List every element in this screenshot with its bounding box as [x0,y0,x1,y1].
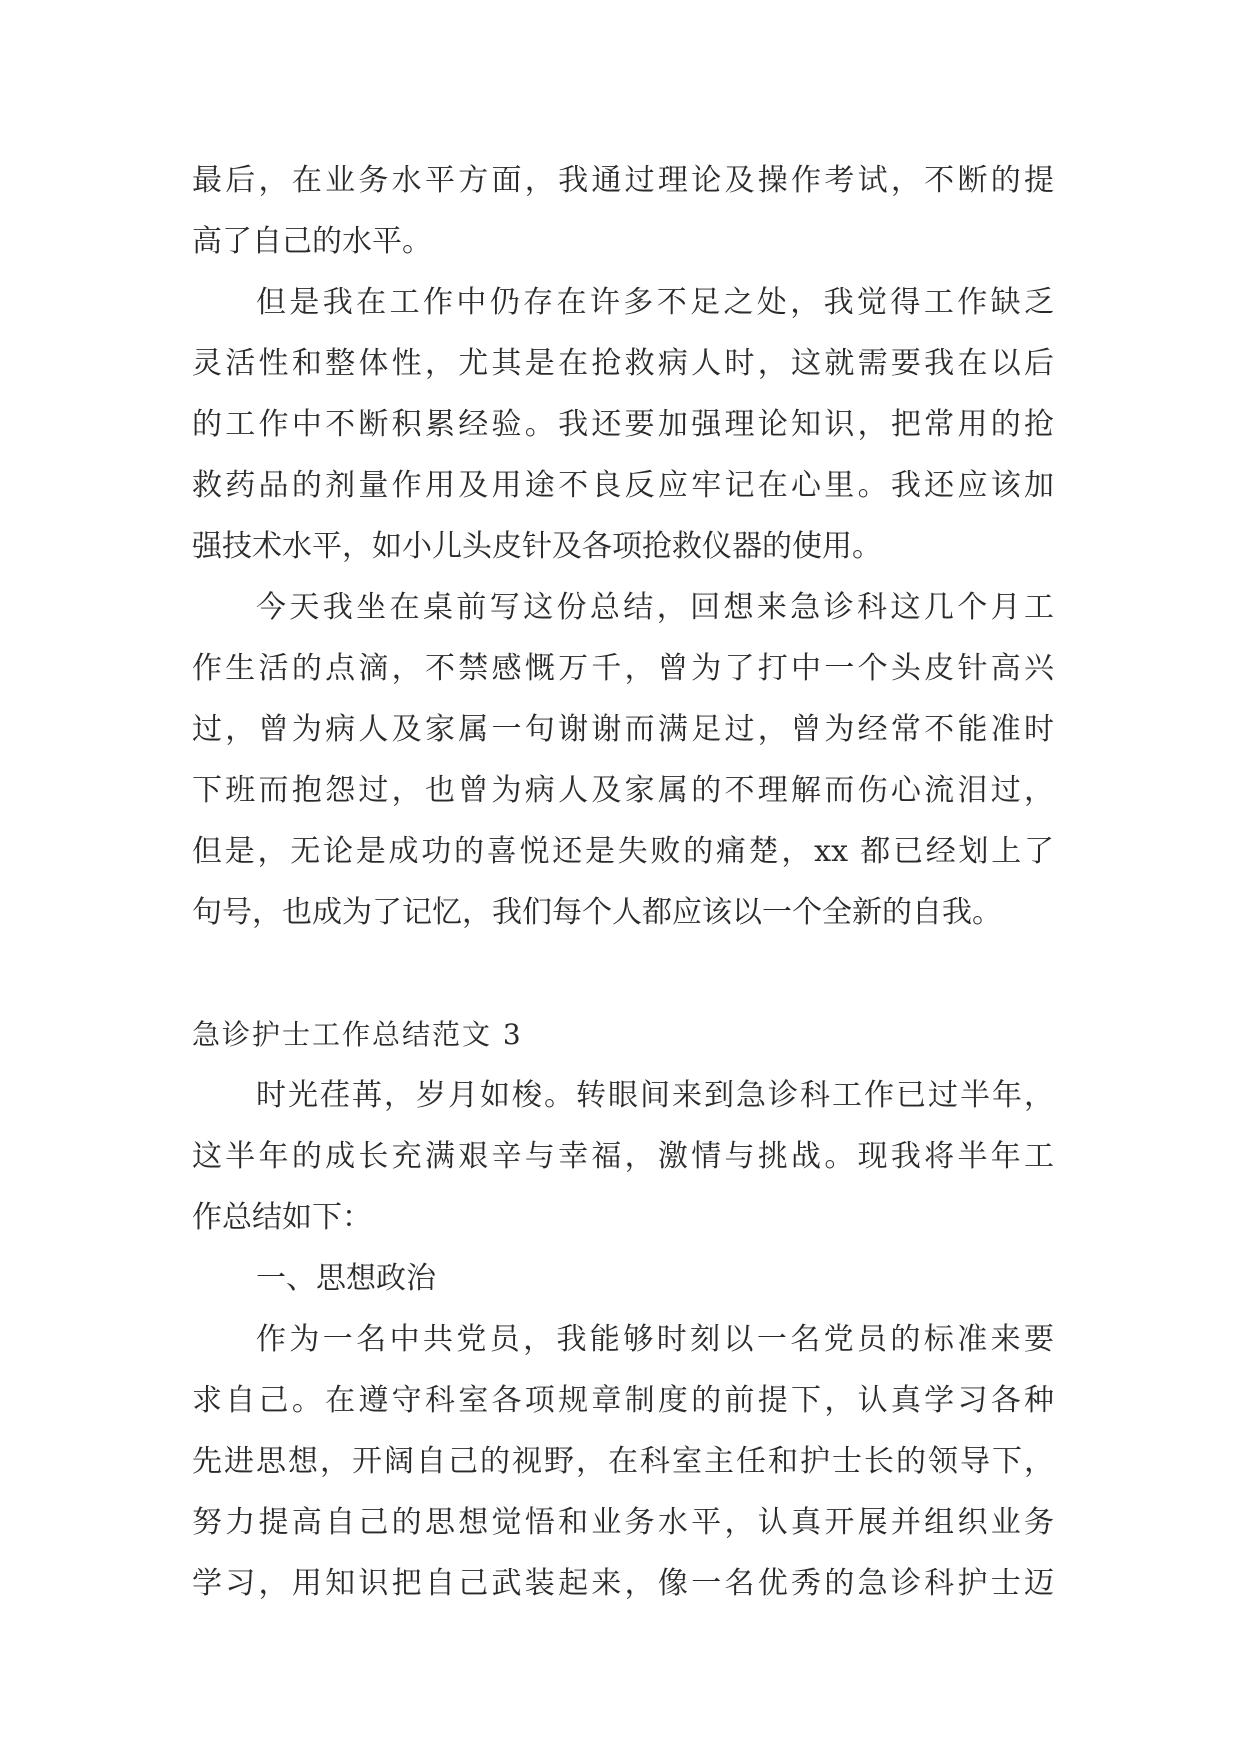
paragraph-line: 高了自己的水平。 [192,224,432,259]
paragraph-line: 的工作中不断积累经验。我还要加强理论知识，把常用的抢 [192,407,1054,442]
paragraph-line: 但是，无论是成功的喜悦还是失败的痛楚，xx 都已经划上了 [192,834,1054,869]
section-spacer [192,943,1054,1004]
paragraph-line: 救药品的剂量作用及用途不良反应牢记在心里。我还应该加 [192,468,1054,503]
section-heading: 急诊护士工作总结范文 3 [192,1018,523,1051]
document-page [192,150,1054,1614]
paragraph-line: 句号，也成为了记忆，我们每个人都应该以一个全新的自我。 [192,895,1002,930]
paragraph-line: 作为一名中共党员，我能够时刻以一名党员的标准来要 [256,1322,1054,1357]
paragraph-line: 今天我坐在桌前写这份总结，回想来急诊科这几个月工 [256,590,1054,625]
paragraph-line: 这半年的成长充满艰辛与幸福，激情与挑战。现我将半年工 [192,1139,1054,1174]
paragraph-line: 灵活性和整体性，尤其是在抢救病人时，这就需要我在以后 [192,346,1054,381]
paragraph-line: 时光荏苒，岁月如梭。转眼间来到急诊科工作已过半年， [256,1078,1054,1113]
paragraph-line: 学习，用知识把自己武装起来，像一名优秀的急诊科护士迈 [192,1566,1054,1601]
paragraph-line: 作生活的点滴，不禁感慨万千，曾为了打中一个头皮针高兴 [192,651,1054,686]
paragraph-line: 过，曾为病人及家属一句谢谢而满足过，曾为经常不能准时 [192,712,1054,747]
paragraph-line: 但是我在工作中仍存在许多不足之处，我觉得工作缺乏 [256,285,1054,320]
paragraph-line: 最后，在业务水平方面，我通过理论及操作考试，不断的提 [192,163,1054,198]
paragraph-line: 求自己。在遵守科室各项规章制度的前提下，认真学习各种 [192,1383,1054,1418]
paragraph-line: 强技术水平，如小儿头皮针及各项抢救仪器的使用。 [192,529,882,564]
paragraph-line: 先进思想，开阔自己的视野，在科室主任和护士长的领导下， [192,1444,1054,1479]
paragraph-line: 下班而抱怨过，也曾为病人及家属的不理解而伤心流泪过， [192,773,1054,808]
paragraph-line: 努力提高自己的思想觉悟和业务水平，认真开展并组织业务 [192,1505,1054,1540]
subsection-heading: 一、思想政治 [256,1261,436,1296]
paragraph-line: 作总结如下： [192,1200,372,1235]
